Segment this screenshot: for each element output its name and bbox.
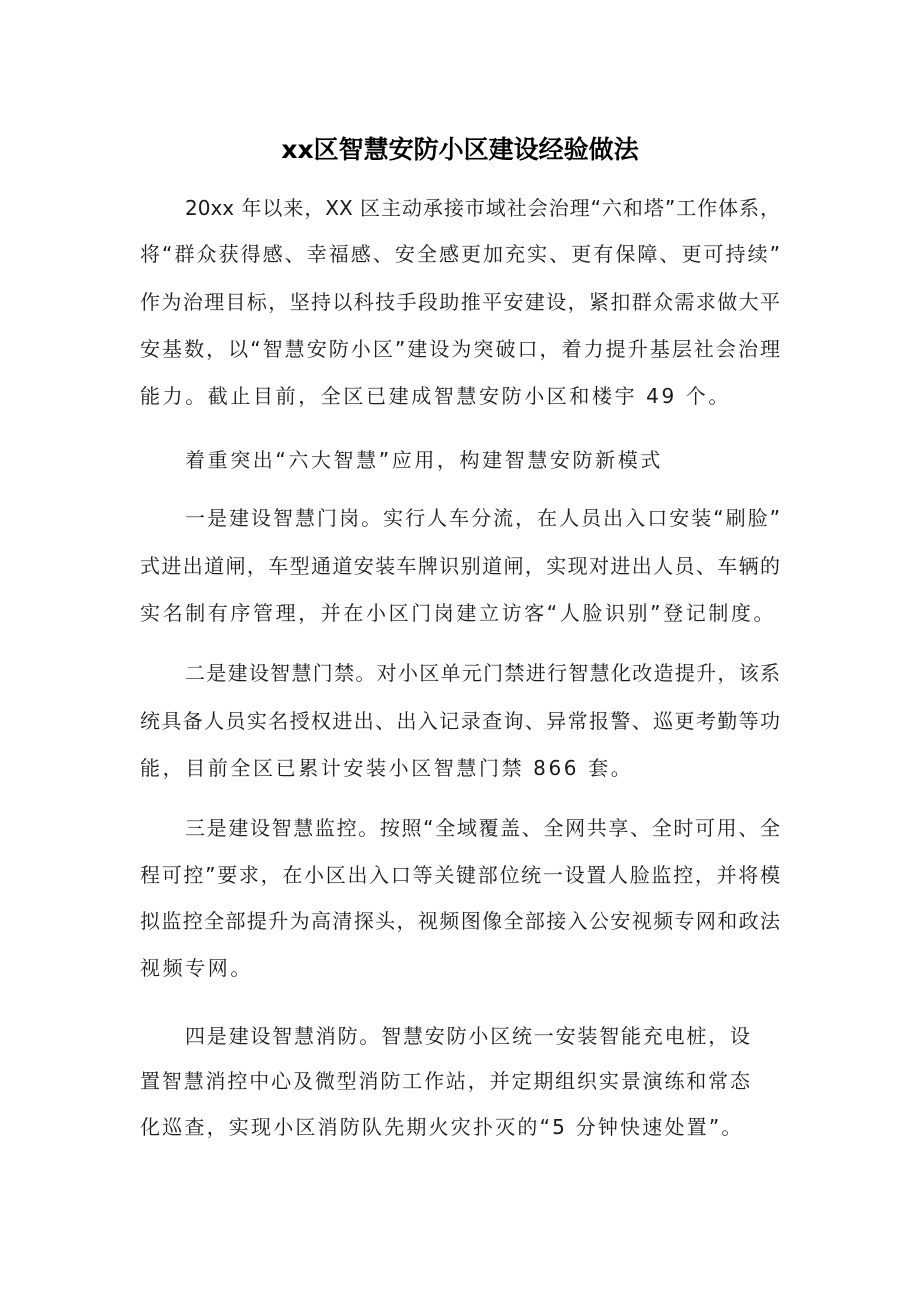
- text-line: 三是建设智慧监控。按照“全域覆盖、全网共享、全时可用、全: [185, 816, 780, 840]
- document-title: xx区智慧安防小区建设经验做法: [281, 135, 639, 164]
- text-line: 20xx 年以来，XX 区主动承接市域社会治理“六和塔”工作体系，: [185, 196, 780, 220]
- text-line: 着重突出“六大智慧”应用，构建智慧安防新模式: [185, 448, 663, 472]
- text-line: 程可控”要求，在小区出入口等关键部位统一设置人脸监控，并将模: [140, 863, 780, 887]
- text-line: 统具备人员实名授权进出、出入记录查询、异常报警、巡更考勤等功: [140, 709, 780, 733]
- text-line: 实名制有序管理，并在小区门岗建立访客“人脸识别”登记制度。: [140, 601, 777, 625]
- text-line: 将“群众获得感、幸福感、安全感更加充实、更有保障、更可持续”: [140, 242, 780, 266]
- text-line: 能，目前全区已累计安装小区智慧门禁 866 套。: [140, 756, 634, 780]
- text-line: 化巡查，实现小区消防队先期火灾扑灭的“5 分钟快速处置”。: [140, 1115, 744, 1139]
- text-line: 四是建设智慧消防。智慧安防小区统一安装智能充电桩，设: [185, 1024, 750, 1048]
- text-line: 一是建设智慧门岗。实行人车分流，在人员出入口安装“刷脸”: [185, 506, 780, 530]
- text-line: 二是建设智慧门禁。对小区单元门禁进行智慧化改造提升，该系: [185, 661, 780, 685]
- text-line: 能力。截止目前，全区已建成智慧安防小区和楼宇 49 个。: [140, 384, 731, 408]
- text-line: 置智慧消控中心及微型消防工作站，并定期组织实景演练和常态: [140, 1069, 750, 1093]
- text-line: 视频专网。: [140, 956, 253, 980]
- text-line: 拟监控全部提升为高清探头，视频图像全部接入公安视频专网和政法: [140, 909, 780, 933]
- text-line: 作为治理目标，坚持以科技手段助推平安建设，紧扣群众需求做大平: [140, 290, 780, 314]
- text-line: 式进出道闸，车型通道安装车牌识别道闸，实现对进出人员、车辆的: [140, 554, 780, 578]
- text-line: 安基数，以“智慧安防小区”建设为突破口，着力提升基层社会治理: [140, 337, 780, 361]
